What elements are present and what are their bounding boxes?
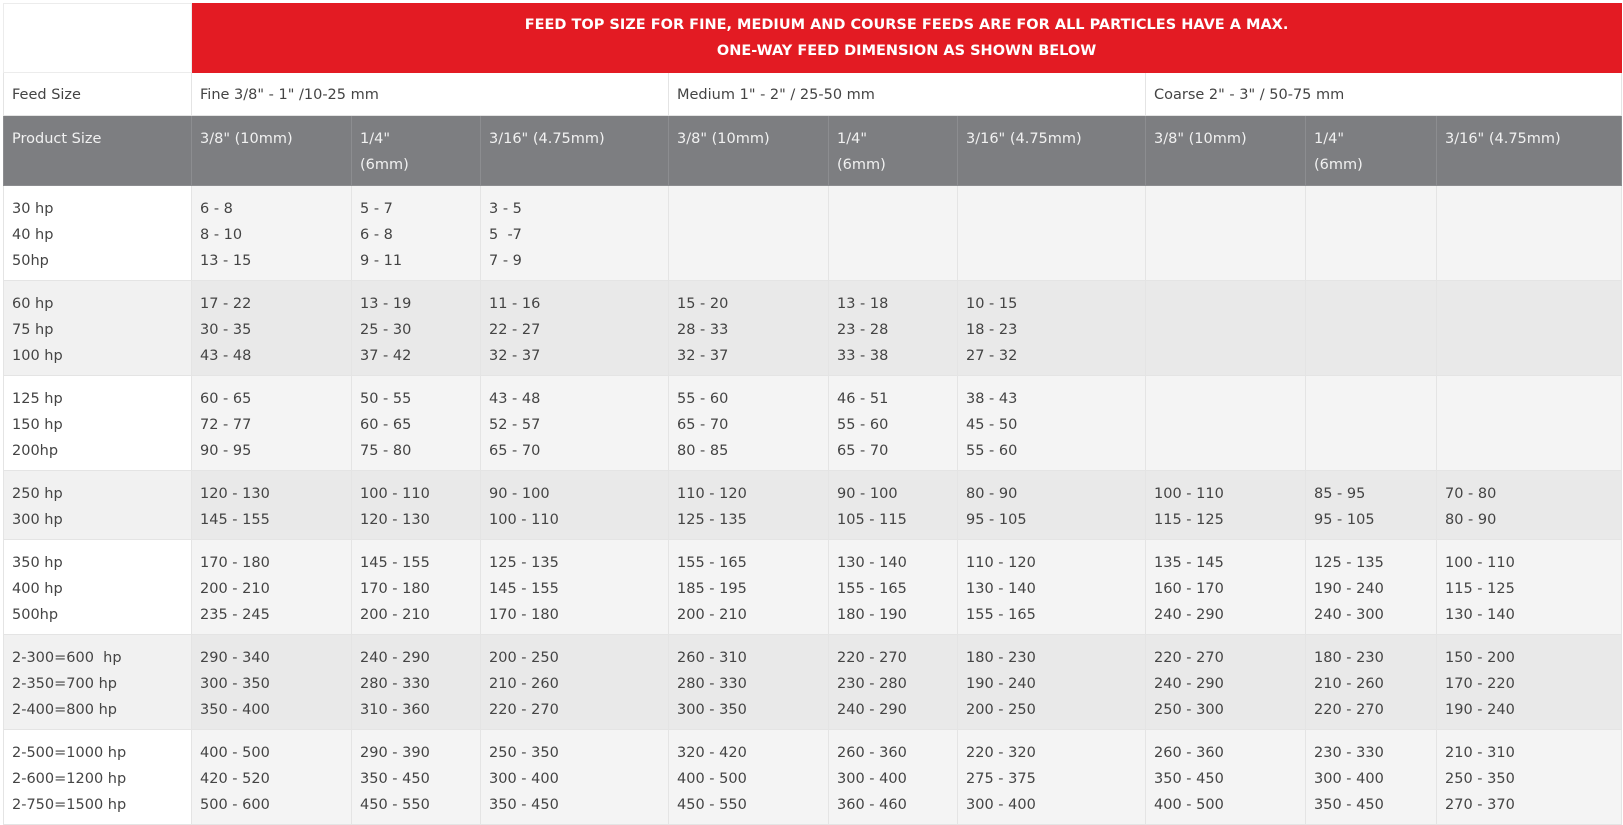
- capacity-value: 125 - 135: [489, 555, 559, 571]
- capacity-value: 400 - 500: [1154, 797, 1224, 813]
- capacity-value: 260 - 360: [837, 745, 907, 761]
- capacity-value: 43 - 48: [489, 391, 541, 407]
- product-size-header-text: 3/8" (10mm): [1154, 131, 1247, 147]
- capacity-value: 32 - 37: [489, 348, 541, 364]
- capacity-value: 115 - 125: [1154, 512, 1224, 528]
- capacity-value: 200 - 210: [360, 607, 430, 623]
- table-cell: [352, 730, 481, 825]
- table-cell: [192, 281, 352, 376]
- banner-line-2: ONE-WAY FEED DIMENSION AS SHOWN BELOW: [716, 43, 1097, 59]
- banner-line-1: FEED TOP SIZE FOR FINE, MEDIUM AND COURSE FEEDS ARE FOR ALL PARTICLES HAVE A MAX.: [524, 17, 1289, 33]
- hp-value: 2-300=600 hp: [12, 650, 122, 666]
- hp-value: 200hp: [12, 443, 59, 459]
- capacity-value: 135 - 145: [1154, 555, 1224, 571]
- capacity-value: 100 - 110: [489, 512, 559, 528]
- capacity-value: 95 - 105: [1314, 512, 1375, 528]
- feed-fine-header: Fine 3/8" - 1" /10-25 mm: [192, 73, 669, 116]
- capacity-value: 55 - 60: [966, 443, 1018, 459]
- capacity-value: 80 - 90: [966, 486, 1018, 502]
- capacity-value: 130 - 140: [966, 581, 1036, 597]
- product-size-header-cell: [1437, 116, 1622, 186]
- capacity-value: 200 - 210: [200, 581, 270, 597]
- capacity-value: 43 - 48: [200, 348, 252, 364]
- capacity-value: 280 - 330: [677, 676, 747, 692]
- capacity-value: 125 - 135: [1314, 555, 1384, 571]
- capacity-value: 310 - 360: [360, 702, 430, 718]
- capacity-value: 52 - 57: [489, 417, 541, 433]
- capacity-value: 180 - 230: [1314, 650, 1384, 666]
- table-cell: [481, 186, 669, 281]
- table-cell: [481, 540, 669, 635]
- table-cell: [481, 281, 669, 376]
- product-size-header-text: (6mm): [1314, 157, 1363, 173]
- table-cell: [669, 376, 829, 471]
- capacity-value: 300 - 400: [489, 771, 559, 787]
- table-cell: [669, 540, 829, 635]
- product-size-header-cell: [1306, 116, 1437, 186]
- capacity-value: 350 - 450: [1314, 797, 1384, 813]
- table-cell: [192, 471, 352, 540]
- table-cell: [1437, 635, 1622, 730]
- hp-value: 2-500=1000 hp: [12, 745, 127, 761]
- hp-value: 250 hp: [12, 486, 63, 502]
- product-size-header-text: 3/16" (4.75mm): [966, 131, 1082, 147]
- capacity-value: 120 - 130: [360, 512, 430, 528]
- capacity-value: 200 - 250: [966, 702, 1036, 718]
- capacity-value: 185 - 195: [677, 581, 747, 597]
- hp-value: 2-350=700 hp: [12, 676, 117, 692]
- table-cell: [1146, 186, 1306, 281]
- table-cell: [352, 540, 481, 635]
- hp-value: 400 hp: [12, 581, 63, 597]
- table-cell: [192, 540, 352, 635]
- capacity-value: 300 - 350: [200, 676, 270, 692]
- hp-cell: [4, 540, 192, 635]
- product-size-header-cell: [192, 116, 352, 186]
- capacity-value: 300 - 400: [1314, 771, 1384, 787]
- capacity-value: 240 - 300: [1314, 607, 1384, 623]
- capacity-value: 155 - 165: [677, 555, 747, 571]
- hp-value: 30 hp: [12, 201, 54, 217]
- hp-value: 2-400=800 hp: [12, 702, 117, 718]
- table-row: [4, 376, 1622, 471]
- capacity-value: 72 - 77: [200, 417, 252, 433]
- table-cell: [1146, 730, 1306, 825]
- table-cell: [352, 376, 481, 471]
- table-cell: [669, 186, 829, 281]
- capacity-value: 37 - 42: [360, 348, 412, 364]
- capacity-value: 250 - 350: [1445, 771, 1515, 787]
- capacity-value: 350 - 400: [200, 702, 270, 718]
- table-cell: [669, 730, 829, 825]
- product-size-header-cell: [1146, 116, 1306, 186]
- table-cell: [1437, 730, 1622, 825]
- capacity-value: 220 - 320: [966, 745, 1036, 761]
- capacity-value: 360 - 460: [837, 797, 907, 813]
- table-cell: [481, 471, 669, 540]
- table-cell: [1146, 376, 1306, 471]
- table-cell: [829, 471, 958, 540]
- capacity-value: 60 - 65: [200, 391, 252, 407]
- capacity-value: 15 - 20: [677, 296, 729, 312]
- table-cell: [669, 635, 829, 730]
- product-size-header-text: (6mm): [360, 157, 409, 173]
- hp-value: 300 hp: [12, 512, 63, 528]
- banner-notice: [192, 4, 1622, 73]
- capacity-value: 65 - 70: [837, 443, 889, 459]
- capacity-value: 170 - 220: [1445, 676, 1515, 692]
- capacity-value: 220 - 270: [489, 702, 559, 718]
- hp-value: 50hp: [12, 253, 49, 269]
- capacity-value: 300 - 400: [837, 771, 907, 787]
- table-cell: [192, 186, 352, 281]
- capacity-value: 260 - 360: [1154, 745, 1224, 761]
- capacity-value: 120 - 130: [200, 486, 270, 502]
- capacity-value: 6 - 8: [360, 227, 393, 243]
- product-size-header-text: 3/8" (10mm): [677, 131, 770, 147]
- capacity-value: 60 - 65: [360, 417, 412, 433]
- feed-size-table: [3, 3, 1622, 825]
- capacity-value: 500 - 600: [200, 797, 270, 813]
- product-size-header-text: 1/4": [1314, 131, 1345, 147]
- capacity-value: 210 - 260: [1314, 676, 1384, 692]
- table-cell: [1306, 281, 1437, 376]
- hp-cell: [4, 471, 192, 540]
- capacity-value: 350 - 450: [489, 797, 559, 813]
- table-cell: [958, 471, 1146, 540]
- capacity-value: 155 - 165: [837, 581, 907, 597]
- capacity-value: 260 - 310: [677, 650, 747, 666]
- table-cell: [352, 281, 481, 376]
- capacity-value: 6 - 8: [200, 201, 233, 217]
- capacity-value: 32 - 37: [677, 348, 729, 364]
- capacity-value: 30 - 35: [200, 322, 252, 338]
- capacity-value: 250 - 300: [1154, 702, 1224, 718]
- hp-cell: [4, 376, 192, 471]
- capacity-value: 400 - 500: [200, 745, 270, 761]
- capacity-value: 145 - 155: [200, 512, 270, 528]
- table-cell: [1306, 730, 1437, 825]
- capacity-value: 190 - 240: [966, 676, 1036, 692]
- capacity-value: 190 - 240: [1445, 702, 1515, 718]
- capacity-value: 55 - 60: [837, 417, 889, 433]
- capacity-value: 110 - 120: [677, 486, 747, 502]
- capacity-value: 145 - 155: [360, 555, 430, 571]
- table-cell: [481, 730, 669, 825]
- capacity-value: 13 - 18: [837, 296, 889, 312]
- capacity-value: 210 - 260: [489, 676, 559, 692]
- table-cell: [1146, 281, 1306, 376]
- table-cell: [1306, 540, 1437, 635]
- capacity-value: 350 - 450: [1154, 771, 1224, 787]
- feed-size-table-container: [3, 3, 1621, 825]
- capacity-value: 170 - 180: [489, 607, 559, 623]
- capacity-value: 110 - 120: [966, 555, 1036, 571]
- product-size-header-text: 1/4": [837, 131, 868, 147]
- capacity-value: 220 - 270: [837, 650, 907, 666]
- capacity-value: 7 - 9: [489, 253, 522, 269]
- table-row: [4, 281, 1622, 376]
- capacity-value: 5 -7: [489, 227, 522, 243]
- capacity-value: 290 - 340: [200, 650, 270, 666]
- feed-size-row: [4, 73, 1622, 116]
- table-cell: [1146, 471, 1306, 540]
- capacity-value: 95 - 105: [966, 512, 1027, 528]
- capacity-value: 85 - 95: [1314, 486, 1366, 502]
- capacity-value: 45 - 50: [966, 417, 1018, 433]
- capacity-value: 275 - 375: [966, 771, 1036, 787]
- hp-value: 75 hp: [12, 322, 54, 338]
- capacity-value: 100 - 110: [1154, 486, 1224, 502]
- table-cell: [1306, 635, 1437, 730]
- table-cell: [1306, 376, 1437, 471]
- capacity-value: 90 - 100: [837, 486, 898, 502]
- capacity-value: 300 - 350: [677, 702, 747, 718]
- table-cell: [958, 186, 1146, 281]
- capacity-value: 200 - 250: [489, 650, 559, 666]
- table-cell: [1437, 281, 1622, 376]
- table-row: [4, 471, 1622, 540]
- capacity-value: 240 - 290: [360, 650, 430, 666]
- capacity-value: 235 - 245: [200, 607, 270, 623]
- table-cell: [1437, 186, 1622, 281]
- capacity-value: 75 - 80: [360, 443, 412, 459]
- capacity-value: 220 - 270: [1154, 650, 1224, 666]
- capacity-value: 13 - 19: [360, 296, 412, 312]
- capacity-value: 130 - 140: [1445, 607, 1515, 623]
- table-cell: [829, 730, 958, 825]
- capacity-value: 170 - 180: [360, 581, 430, 597]
- table-cell: [192, 730, 352, 825]
- capacity-value: 27 - 32: [966, 348, 1018, 364]
- capacity-value: 5 - 7: [360, 201, 393, 217]
- capacity-value: 145 - 155: [489, 581, 559, 597]
- product-size-row: [4, 116, 1622, 186]
- capacity-value: 420 - 520: [200, 771, 270, 787]
- capacity-value: 180 - 230: [966, 650, 1036, 666]
- capacity-value: 400 - 500: [677, 771, 747, 787]
- table-cell: [1306, 471, 1437, 540]
- capacity-value: 33 - 38: [837, 348, 889, 364]
- product-size-header-cell: [669, 116, 829, 186]
- table-cell: [1306, 186, 1437, 281]
- capacity-value: 25 - 30: [360, 322, 412, 338]
- capacity-value: 18 - 23: [966, 322, 1018, 338]
- table-cell: [481, 376, 669, 471]
- hp-value: 2-750=1500 hp: [12, 797, 127, 813]
- hp-value: 150 hp: [12, 417, 63, 433]
- capacity-value: 13 - 15: [200, 253, 252, 269]
- capacity-value: 100 - 110: [360, 486, 430, 502]
- capacity-value: 350 - 450: [360, 771, 430, 787]
- capacity-value: 11 - 16: [489, 296, 541, 312]
- capacity-value: 230 - 330: [1314, 745, 1384, 761]
- table-cell: [829, 376, 958, 471]
- table-row: [4, 540, 1622, 635]
- capacity-value: 23 - 28: [837, 322, 889, 338]
- capacity-value: 70 - 80: [1445, 486, 1497, 502]
- table-cell: [958, 730, 1146, 825]
- capacity-value: 155 - 165: [966, 607, 1036, 623]
- capacity-value: 115 - 125: [1445, 581, 1515, 597]
- capacity-value: 130 - 140: [837, 555, 907, 571]
- capacity-value: 3 - 5: [489, 201, 522, 217]
- table-row: [4, 635, 1622, 730]
- capacity-value: 90 - 95: [200, 443, 252, 459]
- capacity-value: 22 - 27: [489, 322, 541, 338]
- capacity-value: 80 - 90: [1445, 512, 1497, 528]
- capacity-value: 65 - 70: [677, 417, 729, 433]
- product-size-header-cell: [352, 116, 481, 186]
- table-cell: [352, 186, 481, 281]
- feed-size-label: Feed Size: [4, 73, 192, 116]
- table-cell: [192, 635, 352, 730]
- capacity-value: 10 - 15: [966, 296, 1018, 312]
- hp-cell: [4, 186, 192, 281]
- capacity-value: 190 - 240: [1314, 581, 1384, 597]
- product-size-header-text: 3/16" (4.75mm): [489, 131, 605, 147]
- capacity-value: 65 - 70: [489, 443, 541, 459]
- capacity-value: 8 - 10: [200, 227, 243, 243]
- hp-value: 125 hp: [12, 391, 63, 407]
- feed-medium-header: Medium 1" - 2" / 25-50 mm: [669, 73, 1146, 116]
- capacity-value: 90 - 100: [489, 486, 550, 502]
- hp-value: 350 hp: [12, 555, 63, 571]
- table-cell: [481, 635, 669, 730]
- capacity-value: 240 - 290: [1154, 676, 1224, 692]
- table-row: [4, 186, 1622, 281]
- table-cell: [1437, 376, 1622, 471]
- capacity-value: 230 - 280: [837, 676, 907, 692]
- capacity-value: 200 - 210: [677, 607, 747, 623]
- table-row: [4, 730, 1622, 825]
- capacity-value: 270 - 370: [1445, 797, 1515, 813]
- hp-value: 500hp: [12, 607, 59, 623]
- capacity-value: 55 - 60: [677, 391, 729, 407]
- capacity-value: 46 - 51: [837, 391, 889, 407]
- capacity-value: 220 - 270: [1314, 702, 1384, 718]
- table-cell: [669, 281, 829, 376]
- product-size-header-text: 1/4": [360, 131, 391, 147]
- capacity-value: 210 - 310: [1445, 745, 1515, 761]
- product-size-header-text: 3/16" (4.75mm): [1445, 131, 1561, 147]
- capacity-value: 125 - 135: [677, 512, 747, 528]
- capacity-value: 240 - 290: [837, 702, 907, 718]
- product-size-header-cell: [829, 116, 958, 186]
- table-cell: [1146, 635, 1306, 730]
- product-size-header-text: 3/8" (10mm): [200, 131, 293, 147]
- hp-cell: [4, 281, 192, 376]
- capacity-value: 100 - 110: [1445, 555, 1515, 571]
- capacity-value: 160 - 170: [1154, 581, 1224, 597]
- table-cell: [829, 540, 958, 635]
- table-cell: [829, 281, 958, 376]
- capacity-value: 38 - 43: [966, 391, 1018, 407]
- table-cell: [1437, 540, 1622, 635]
- capacity-value: 250 - 350: [489, 745, 559, 761]
- capacity-value: 28 - 33: [677, 322, 729, 338]
- capacity-value: 290 - 390: [360, 745, 430, 761]
- table-cell: [958, 376, 1146, 471]
- hp-cell: [4, 635, 192, 730]
- capacity-value: 240 - 290: [1154, 607, 1224, 623]
- product-size-header-cell: [481, 116, 669, 186]
- table-cell: [958, 281, 1146, 376]
- feed-coarse-header: Coarse 2" - 3" / 50-75 mm: [1146, 73, 1622, 116]
- hp-value: 60 hp: [12, 296, 54, 312]
- table-cell: [958, 540, 1146, 635]
- capacity-value: 105 - 115: [837, 512, 907, 528]
- capacity-value: 50 - 55: [360, 391, 412, 407]
- table-cell: [192, 376, 352, 471]
- table-cell: [669, 471, 829, 540]
- hp-cell: [4, 730, 192, 825]
- capacity-value: 80 - 85: [677, 443, 729, 459]
- hp-value: 40 hp: [12, 227, 54, 243]
- capacity-value: 170 - 180: [200, 555, 270, 571]
- table-cell: [352, 635, 481, 730]
- table-cell: [829, 635, 958, 730]
- table-cell: [1437, 471, 1622, 540]
- product-size-header-cell: [958, 116, 1146, 186]
- capacity-value: 300 - 400: [966, 797, 1036, 813]
- capacity-value: 17 - 22: [200, 296, 252, 312]
- banner-empty-cell: [4, 4, 192, 73]
- table-cell: [1146, 540, 1306, 635]
- table-cell: [352, 471, 481, 540]
- capacity-value: 450 - 550: [677, 797, 747, 813]
- table-cell: [958, 635, 1146, 730]
- table-cell: [829, 186, 958, 281]
- hp-value: 100 hp: [12, 348, 63, 364]
- capacity-value: 450 - 550: [360, 797, 430, 813]
- product-size-header-text: (6mm): [837, 157, 886, 173]
- capacity-value: 280 - 330: [360, 676, 430, 692]
- capacity-value: 150 - 200: [1445, 650, 1515, 666]
- capacity-value: 320 - 420: [677, 745, 747, 761]
- capacity-value: 9 - 11: [360, 253, 403, 269]
- hp-value: 2-600=1200 hp: [12, 771, 127, 787]
- product-size-label: Product Size: [4, 116, 192, 186]
- banner-row: [4, 4, 1622, 73]
- capacity-value: 180 - 190: [837, 607, 907, 623]
